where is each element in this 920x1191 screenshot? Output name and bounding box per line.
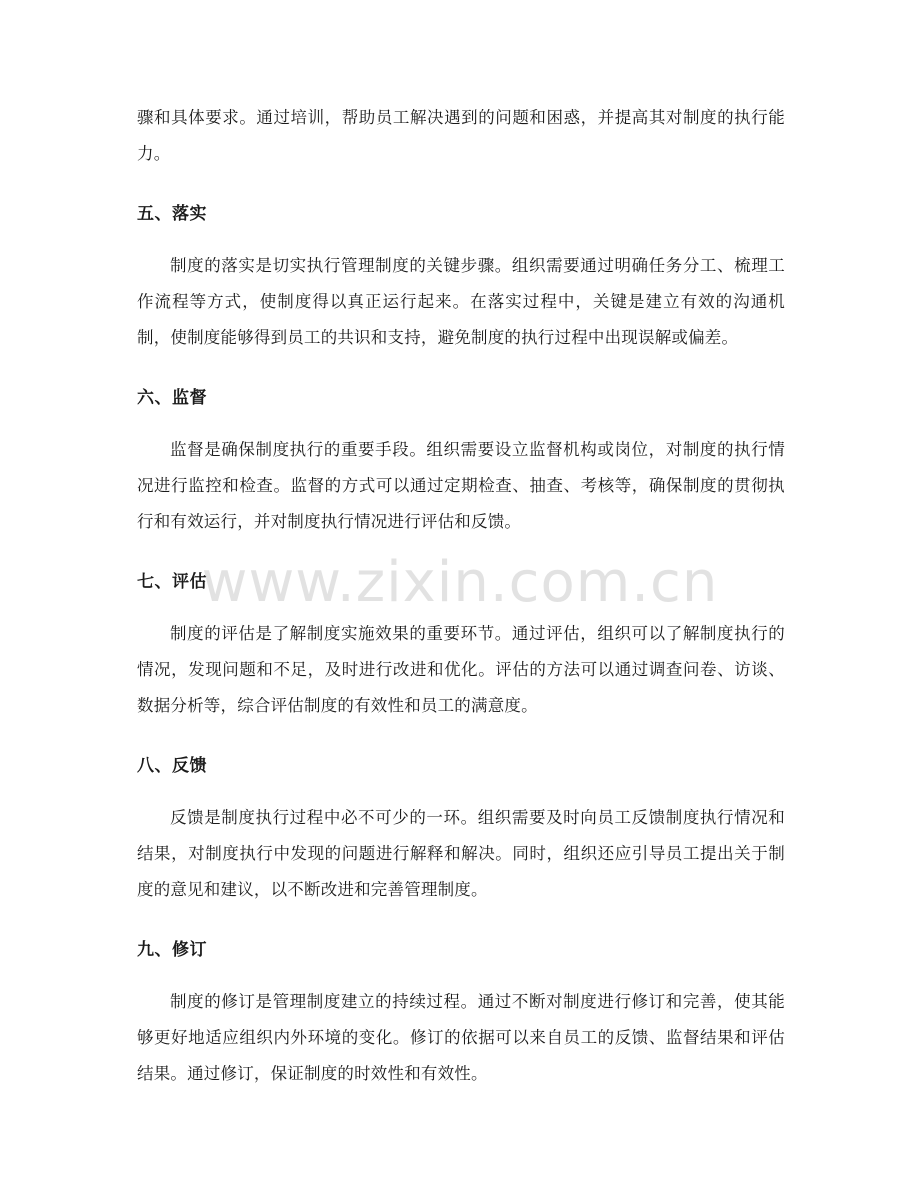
section-heading-revision: 九、修订 bbox=[137, 940, 207, 960]
section-spacer bbox=[137, 416, 785, 432]
section-body-revision: 制度的修订是管理制度建立的持续过程。通过不断对制度进行修订和完善，使其能够更好地适应组织内外环境的变化。修订的依据可以来自员工的反馈、监督结果和评估结果。通过修订，保证制度的时效性和有效性。 bbox=[137, 992, 785, 1083]
section-spacer bbox=[137, 784, 785, 800]
section-spacer bbox=[137, 356, 785, 380]
section-heading-evaluation: 七、评估 bbox=[137, 572, 207, 592]
section-spacer bbox=[137, 600, 785, 616]
section-spacer bbox=[137, 232, 785, 248]
watermark-text: www.zixin.com.cn bbox=[201, 550, 719, 615]
document-content bbox=[137, 100, 785, 1092]
section-body-implementation: 制度的落实是切实执行管理制度的关键步骤。组织需要通过明确任务分工、梳理工作流程等方式，使制度得以真正运行起来。在落实过程中，关键是建立有效的沟通机制，使制度能够得到员工的共识和支持，避免制度的执行过程中出现误解或偏差。 bbox=[137, 256, 785, 347]
section-spacer bbox=[137, 908, 785, 932]
section-spacer bbox=[137, 968, 785, 984]
section-spacer bbox=[137, 540, 785, 564]
section-body-supervision: 监督是确保制度执行的重要手段。组织需要设立监督机构或岗位，对制度的执行情况进行监控和检查。监督的方式可以通过定期检查、抽查、考核等，确保制度的贯彻执行和有效运行，并对制度执行情况进行评估和反馈。 bbox=[137, 440, 785, 531]
intro-continuation-paragraph: 骤和具体要求。通过培训，帮助员工解决遇到的问题和困惑，并提高其对制度的执行能力。 bbox=[137, 108, 785, 163]
section-body-feedback: 反馈是制度执行过程中必不可少的一环。组织需要及时向员工反馈制度执行情况和结果，对制度执行中发现的问题进行解释和解决。同时，组织还应引导员工提出关于制度的意见和建议，以不断改进和完善管理制度。 bbox=[137, 808, 785, 899]
section-spacer bbox=[137, 172, 785, 196]
section-heading-implementation: 五、落实 bbox=[137, 204, 207, 224]
section-heading-supervision: 六、监督 bbox=[137, 388, 207, 408]
section-heading-feedback: 八、反馈 bbox=[137, 756, 207, 776]
section-body-evaluation: 制度的评估是了解制度实施效果的重要环节。通过评估，组织可以了解制度执行的情况，发现问题和不足，及时进行改进和优化。评估的方法可以通过调查问卷、访谈、数据分析等，综合评估制度的有效性和员工的满意度。 bbox=[137, 624, 785, 715]
section-spacer bbox=[137, 724, 785, 748]
